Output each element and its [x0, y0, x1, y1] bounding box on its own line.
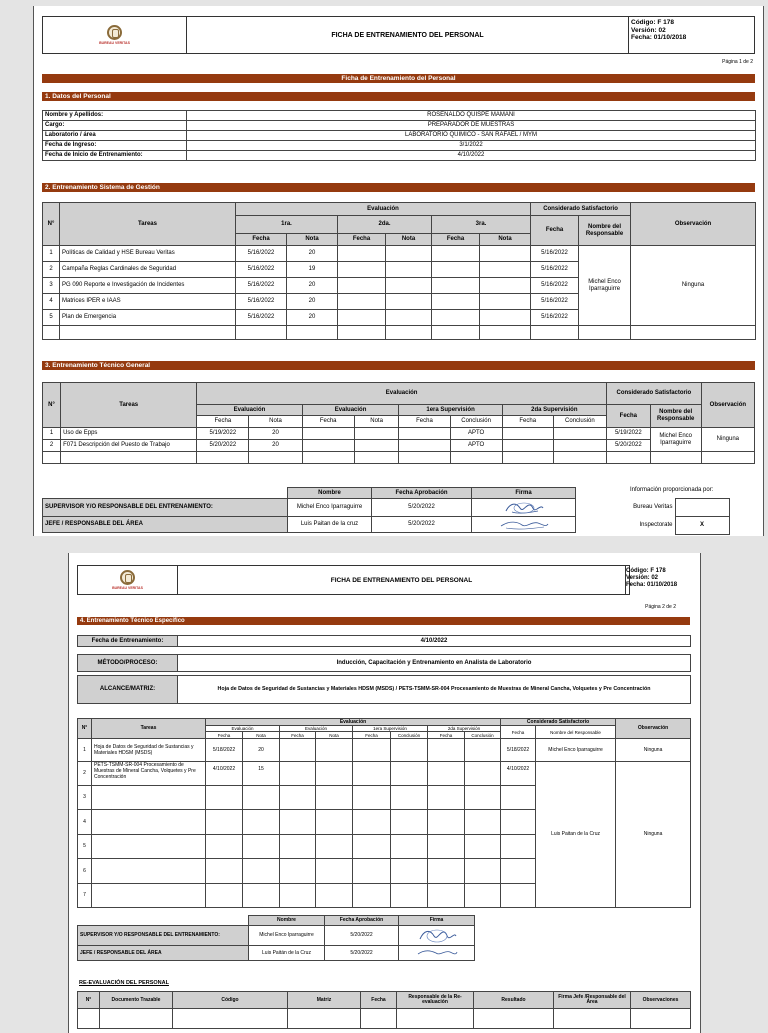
inspectorate-checkbox[interactable]: X: [675, 517, 729, 535]
table-row: 1 Uso de Epps 5/19/2022 20 APTO 5/19/2022 Michel Enco Iparraguirre Ninguna: [43, 428, 755, 440]
training-start-value: 4/10/2022: [187, 151, 756, 161]
approval-signatures-table-2: Nombre Fecha Aprobación Firma SUPERVISOR Y/O RESPONSABLE DEL ENTRENAMIENTO: Michel Enco Iparraguirre 5/20/2022 JEFE / RESPONSABLE DEL ÁREA Luis Paitán de la Cruz 5/20/2022: [77, 915, 475, 961]
observation: Ninguna: [616, 739, 691, 762]
page-number: Página 1 de 2: [722, 59, 753, 65]
supervisor-signature: [399, 926, 475, 946]
table-row: 3 PG 090 Reporte e Investigación de Incidentes 5/16/2022 20 5/16/2022: [43, 278, 756, 294]
responsible-name: Michel Enco Iparraguirre: [536, 739, 616, 762]
table-row: 1 Hoja de Datos de Seguridad de Sustancias y Materiales HDSM (MSDS) 5/18/2022 20 5/18/2022 Michel Enco Iparraguirre Ninguna: [78, 739, 691, 762]
section-2-band: 2. Entrenamiento Sistema de Gestión: [42, 183, 755, 192]
section-4-band: 4. Entrenamiento Técnico Específico: [77, 617, 690, 625]
observation: Ninguna: [631, 246, 756, 326]
table-row: 2 Campaña Reglas Cardinales de Seguridad 5/16/2022 19 5/16/2022: [43, 262, 756, 278]
table-row: 6: [78, 859, 691, 884]
table-row: 1 Políticas de Calidad y HSE Bureau Veritas 5/16/2022 20 5/16/2022 Michel Enco Iparraguirre Ninguna: [43, 246, 756, 262]
responsible-name: Michel Enco Iparraguirre: [650, 428, 701, 452]
info-source-table: Bureau Veritas Inspectorate X: [617, 498, 730, 535]
logo-seal-icon: [120, 570, 135, 585]
general-technical-training-table: N° Tareas Evaluación Considerado Satisfactorio Observación Evaluación Evaluación 1era Supervisión 2da Supervisión Fecha Nombre del Responsable Fecha Nota Fecha Nota Fecha Conclusión Fecha Conclusión 1 Uso de Epps 5/19/2022 20 APTO 5/19/2022 Michel Enco Iparraguirre Ninguna 2 F071 Descripción del Puesto de Trabajo 5/20/2022 20 APTO 5/20/2022: [42, 382, 755, 464]
lab-value: LABORATORIO QUIMICO - SAN RAFAEL / MYM: [187, 131, 756, 141]
signature-icon: [417, 927, 457, 945]
main-band: Ficha de Entrenamiento del Personal: [42, 74, 755, 83]
area-head-signature: [472, 517, 576, 533]
bureau-veritas-checkbox[interactable]: [675, 499, 729, 517]
section-1-band: 1. Datos del Personal: [42, 92, 755, 101]
supervisor-signature: [472, 499, 576, 517]
table-row: 2 PETS-TSMM-SR-004 Procesamiento de Muestras de Mineral Cancha, Volquetes y Pre Concentración 4/10/2022 15 4/10/2022 Luis Paitan de la Cruz Ninguna: [78, 762, 691, 786]
observation: Ninguna: [701, 428, 754, 452]
observation: Ninguna: [616, 762, 691, 908]
document-title: FICHA DE ENTRENAMIENTO DEL PERSONAL: [178, 566, 626, 594]
signature-icon: [415, 947, 459, 959]
document-header: [42, 16, 755, 54]
reevaluation-table: N° Documento Trazable Código Matriz Fecha Responsable de la Re-evaluación Resultado Firma Jefe /Responsable del Área Observaciones: [77, 991, 691, 1029]
logo-seal-icon: [107, 25, 122, 40]
signature-icon: [498, 518, 550, 531]
document-page-2: [68, 553, 701, 1033]
personal-data-table: Nombre y Apellidos: ROSENALDO QUISPE MAMANI Cargo: PREPARADOR DE MUESTRAS Laboratorio / área LABORATORIO QUIMICO - SAN RAFAEL / MYM Fecha de Ingreso: 3/1/2022 Fecha de Inicio de Entrenamiento: 4/10/2022: [42, 110, 756, 161]
document-header: [77, 565, 630, 595]
document-meta: Código: F 178 Versión: 02 Fecha: 01/10/2018: [631, 19, 687, 41]
reevaluation-title: RE-EVALUACIÓN DEL PERSONAL: [79, 980, 169, 986]
info-provided-label: Información proporcionada por:: [630, 487, 714, 493]
method-value: Inducción, Capacitación y Entrenamiento en Analista de Laboratorio: [178, 655, 691, 672]
company-logo: BUREAU VERITAS: [78, 566, 178, 594]
scope-value: Hoja de Datos de Seguridad de Sustancias y Materiales HDSM (MSDS) / PETS-TSMM-SR-004 Procesamiento de Muestras de Mineral Cancha, Volquetes y Pre Concentración: [178, 676, 691, 704]
hire-date-value: 3/1/2022: [187, 141, 756, 151]
responsible-name: Luis Paitan de la Cruz: [536, 762, 616, 908]
responsible-name: Michel Enco Iparraguirre: [579, 246, 631, 326]
table-row: 4 Matrices IPER e IAAS 5/16/2022 20 5/16/2022: [43, 294, 756, 310]
training-date-table: Fecha de Entrenamiento: 4/10/2022: [77, 635, 691, 647]
training-date-value: 4/10/2022: [178, 636, 691, 647]
management-training-table: N° Tareas Evaluación Considerado Satisfactorio Observación 1ra. 2da. 3ra. Fecha Nombre del Responsable Fecha Nota Fecha Nota Fecha Nota 1 Políticas de Calidad y HSE Bureau Veritas 5/16/2022 20 5/16/2022 Michel Enco Iparraguirre Ninguna 2 Campaña Reglas Cardinales de Seguridad 5/16/2022 19 5/16/2022 3 PG 090 Reporte e Investigación de Incidentes 5/16/2022 20 5/16/2022 4 Matrices IPER e IAAS 5/16/2022 20 5/16/2022 5 Plan de Emergencia 5/16/2022 20 5/16/2022: [42, 202, 756, 340]
specific-technical-training-table: N° Tareas Evaluación Considerado Satisfactorio Observación Evaluación Evaluación 1era Supervisión 2da Supervisión Fecha Nombre del Responsable Fecha Nota Fecha Nota Fecha Conclusión Fecha Conclusión 1 Hoja de Datos de Seguridad de Sustancias y Materiales HDSM (MSDS) 5/18/2022 20 5/18/2022 Michel Enco Iparraguirre Ninguna 2 PETS-TSMM-SR-004 Procesamiento de Muestras de Mineral Cancha, Volquetes y Pre Concentración 4/10/2022 15 4/10/2022 Luis Paitan de la Cruz Ninguna 3 4 5 6 7: [77, 718, 691, 908]
approval-signatures-table: Nombre Fecha Aprobación Firma SUPERVISOR Y/O RESPONSABLE DEL ENTRENAMIENTO: Michel Enco Iparraguirre 5/20/2022 JEFE / RESPONSABLE DEL ÁREA Luis Paitan de la cruz 5/20/2022: [42, 487, 576, 533]
document-meta: Código: F 178 Versión: 02 Fecha: 01/10/2018: [626, 568, 678, 588]
table-row: 3: [78, 786, 691, 810]
area-head-signature: [399, 946, 475, 961]
page-number: Página 2 de 2: [645, 604, 676, 610]
section-3-band: 3. Entrenamiento Técnico General: [42, 361, 755, 370]
table-row: 5: [78, 835, 691, 859]
role-value: PREPARADOR DE MUESTRAS: [187, 121, 756, 131]
company-logo: BUREAU VERITAS: [43, 17, 187, 53]
document-title: FICHA DE ENTRENAMIENTO DEL PERSONAL: [187, 17, 629, 53]
table-row: 4: [78, 810, 691, 835]
table-row: 7: [78, 884, 691, 908]
table-row: 2 F071 Descripción del Puesto de Trabajo 5/20/2022 20 APTO 5/20/2022: [43, 440, 755, 452]
document-page-1: [33, 6, 764, 536]
signature-icon: [502, 500, 546, 516]
method-scope-table: MÉTODO/PROCESO: Inducción, Capacitación y Entrenamiento en Analista de Laboratorio ALCANCE/MATRIZ: Hoja de Datos de Seguridad de Sustancias y Materiales HDSM (MSDS) / PETS-TSMM-SR-004 Procesamiento de Muestras de Mineral Cancha, Volquetes y Pre Concentración: [77, 654, 691, 704]
name-value: ROSENALDO QUISPE MAMANI: [187, 111, 756, 121]
table-row: 5 Plan de Emergencia 5/16/2022 20 5/16/2022: [43, 310, 756, 326]
